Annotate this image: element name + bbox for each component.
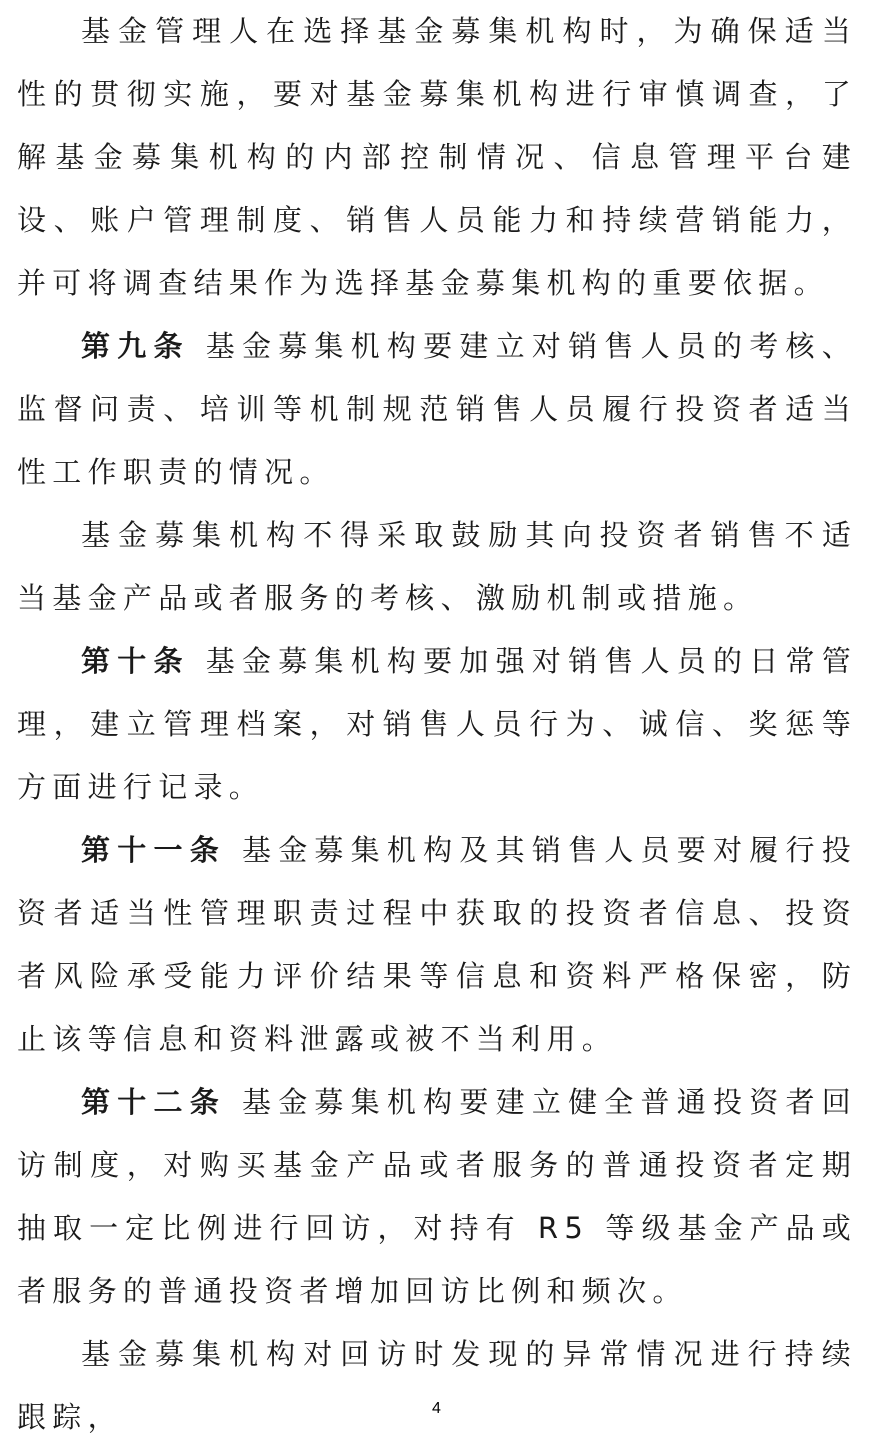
paragraph-text: 基金管理人在选择基金募集机构时，为确保适当性的贯彻实施，要对基金募集机构进行审慎调查，了解基金募集机构的内部控制情况、信息管理平台建设、账户管理制度、销售人员能力和持续营销能力，并可将调查结果作为选择基金募集机构的重要依据。 (17, 14, 857, 300)
article-12-second-paragraph (17, 1323, 857, 1449)
article-10-heading: 第十条 (81, 644, 190, 678)
article-9-paragraph (17, 315, 857, 504)
article-12-text: 基金募集机构要建立健全普通投资者回访制度，对购买基金产品或者服务的普通投资者定期抽取一定比例进行回访，对持有 R5 等级基金产品或者服务的普通投资者增加回访比例和频次。 (17, 1085, 858, 1308)
article-12-paragraph (17, 1071, 857, 1323)
article-11-paragraph (17, 819, 857, 1071)
paragraph-fund-manager-selection (17, 0, 857, 315)
article-9-text: 基金募集机构要建立对销售人员的考核、监督问责、培训等机制规范销售人员履行投资者适当性工作职责的情况。 (17, 329, 858, 489)
article-10-paragraph (17, 630, 857, 819)
article-10-text: 基金募集机构要加强对销售人员的日常管理，建立管理档案，对销售人员行为、诚信、奖惩等方面进行记录。 (17, 644, 858, 804)
article-9-heading: 第九条 (81, 329, 190, 363)
paragraph-text: 基金募集机构不得采取鼓励其向投资者销售不适当基金产品或者服务的考核、激励机制或措施。 (17, 518, 857, 615)
paragraph-text: 基金募集机构对回访时发现的异常情况进行持续跟踪， (17, 1337, 857, 1434)
article-9-second-paragraph (17, 504, 857, 630)
page-number: 4 (432, 1400, 441, 1417)
article-11-heading: 第十一条 (81, 833, 226, 867)
document-page (17, 0, 858, 1434)
article-11-text: 基金募集机构及其销售人员要对履行投资者适当性管理职责过程中获取的投资者信息、投资者风险承受能力评价结果等信息和资料严格保密，防止该等信息和资料泄露或被不当利用。 (17, 833, 858, 1056)
article-12-heading: 第十二条 (81, 1085, 226, 1119)
